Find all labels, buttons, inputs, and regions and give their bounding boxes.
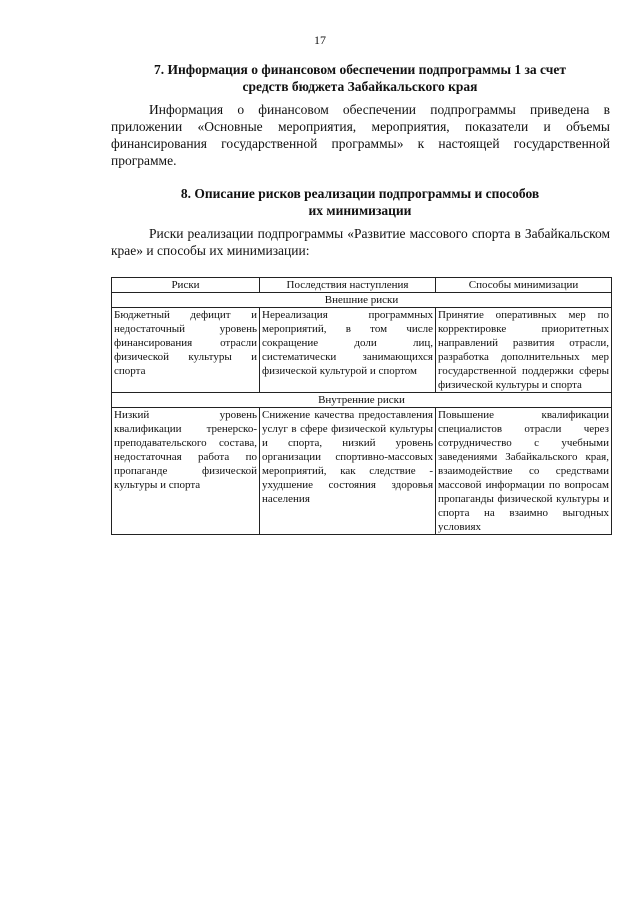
risks-table: [111, 277, 612, 535]
consequence-cell: Нереализация программных мероприятий, в том числе сокращение доли лиц, систематически занимающихся физической культурой и спортом: [260, 308, 436, 393]
section-7-heading-line2: средств бюджета Забайкальского края: [242, 79, 478, 94]
consequence-cell: Снижение качества предоставления услуг в сфере физической культуры и спорта, низкий уровень организации спортивно-массовых мероприятий, как следствие - ухудшение состояния здоровья населения: [260, 408, 436, 535]
header-consequences: Последствия наступления: [260, 278, 436, 293]
table-section-row: [112, 293, 612, 308]
page-number: 17: [314, 33, 326, 47]
section-7-heading-line1: 7. Информация о финансовом обеспечении подпрограммы 1 за счет: [153, 62, 567, 77]
header-risks: Риски: [112, 278, 260, 293]
section-8-heading-line1: 8. Описание рисков реализации подпрограммы и способов: [180, 186, 540, 201]
header-mitigation: Способы минимизации: [436, 278, 612, 293]
section-8-paragraph: Риски реализации подпрограммы «Развитие массового спорта в Забайкальском крае» и способы их минимизации:: [111, 226, 610, 258]
mitigation-cell: Принятие оперативных мер по корректировке приоритетных направлений развития отрасли, разработка дополнительных мер государственной поддержки сферы физической культуры и спорта: [436, 308, 612, 393]
section-title-external: Внешние риски: [112, 293, 612, 308]
section-7-heading: [110, 61, 610, 95]
section-title-internal: Внутренние риски: [112, 393, 612, 408]
table-row: [112, 408, 612, 535]
section-8-heading: [110, 185, 610, 219]
section-8-heading-line2: их минимизации: [308, 203, 412, 218]
risk-cell: Низкий уровень квалификации тренерско-преподавательского состава, недостаточная работа по пропаганде физической культуры и спорта: [112, 408, 260, 535]
mitigation-cell: Повышение квалификации специалистов отрасли через сотрудничество с учебными заведениями Забайкальского края, взаимодействие со средствами массовой информации по вопросам пропаганды физической культуры и спорта на взаимно выгодных условиях: [436, 408, 612, 535]
table-header-row: [112, 278, 612, 293]
risk-cell: Бюджетный дефицит и недостаточный уровень финансирования отрасли физической культуры и спорта: [112, 308, 260, 393]
table-row: [112, 308, 612, 393]
section-7-paragraph: Информация о финансовом обеспечении подпрограммы приведена в приложении «Основные мероприятия, мероприятия, показатели и объемы финансирования государственной программы» к настоящей государственной программе.: [111, 102, 610, 168]
table-section-row: [112, 393, 612, 408]
